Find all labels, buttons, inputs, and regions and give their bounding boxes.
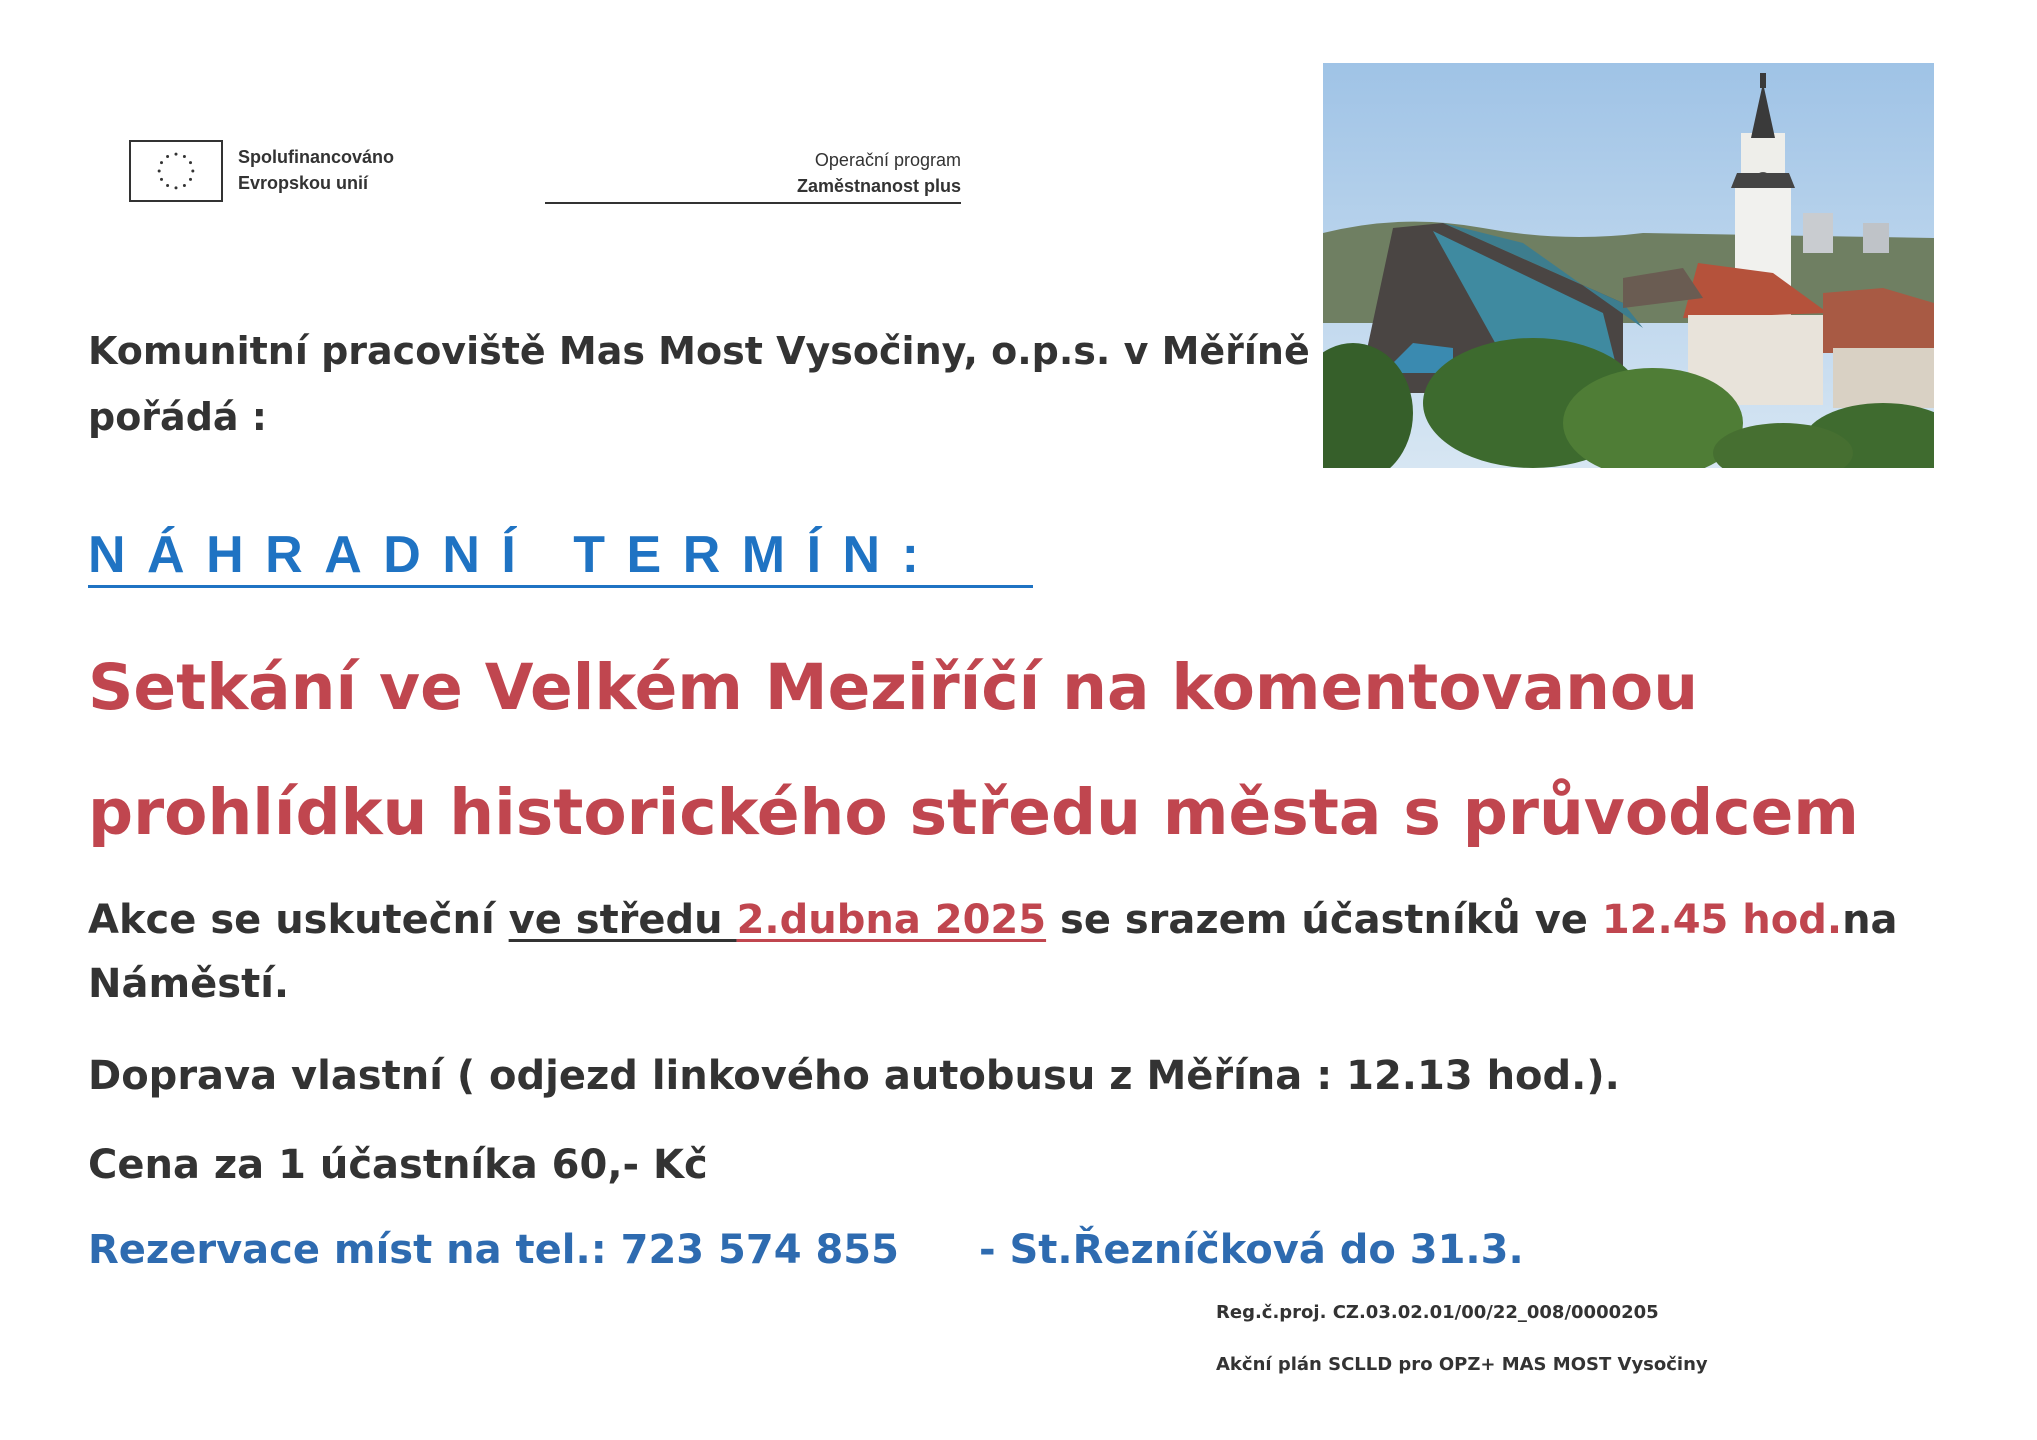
eu-stars-icon <box>131 142 221 200</box>
project-registration: Reg.č.proj. CZ.03.02.01/00/22_008/0000205 <box>1216 1302 1659 1323</box>
meet-text: se srazem účastníků ve <box>1046 897 1602 943</box>
operational-program-label <box>545 147 961 199</box>
event-title-line1: Setkání ve Velkém Meziříčí na komentovanou <box>88 651 1699 724</box>
eu-cofinanced-label <box>238 144 394 196</box>
organizer-line1: Komunitní pracoviště Mas Most Vysočiny, o.p.s. v Měříně <box>88 329 1310 373</box>
event-details <box>88 888 2018 1273</box>
eu-line2: Evropskou unií <box>238 173 369 193</box>
action-prefix: Akce se uskuteční <box>88 897 509 943</box>
reservation-contact: - St.Řezníčková do 31.3. <box>978 1227 1524 1273</box>
event-place-line: Náměstí. <box>88 961 290 1007</box>
place-inline: na <box>1842 897 1898 943</box>
organizer-line2: pořádá : <box>88 395 267 439</box>
reservation-info <box>88 1218 1524 1282</box>
event-day: ve středu <box>508 897 737 943</box>
op-line2: Zaměstnanost plus <box>796 176 961 196</box>
reservation-phone: Rezervace míst na tel.: 723 574 855 <box>88 1227 899 1273</box>
op-divider <box>545 202 961 204</box>
action-plan-note: Akční plán SCLLD pro OPZ+ MAS MOST Vysočiny <box>1216 1354 1708 1375</box>
meet-time: 12.45 hod. <box>1601 897 1843 943</box>
event-title-line2: prohlídku historického středu města s průvodcem <box>88 776 1859 849</box>
event-date: 2.dubna 2025 <box>736 897 1047 943</box>
eu-flag-icon <box>129 140 223 202</box>
op-line1: Operační program <box>814 150 961 170</box>
event-schedule-line <box>88 888 2018 952</box>
town-church-photo <box>1323 63 1934 468</box>
price-info: Cena za 1 účastníka 60,- Kč <box>88 1142 708 1188</box>
transport-info: Doprava vlastní ( odjezd linkového autobusu z Měřína : 12.13 hod.). <box>88 1053 1620 1099</box>
organizer-text <box>88 318 1310 450</box>
alt-date-heading: NÁHRADNÍ TERMÍN: <box>88 526 941 584</box>
eu-line1: Spolufinancováno <box>238 147 395 167</box>
event-title <box>88 625 2018 875</box>
alt-date-underline <box>88 585 1033 588</box>
